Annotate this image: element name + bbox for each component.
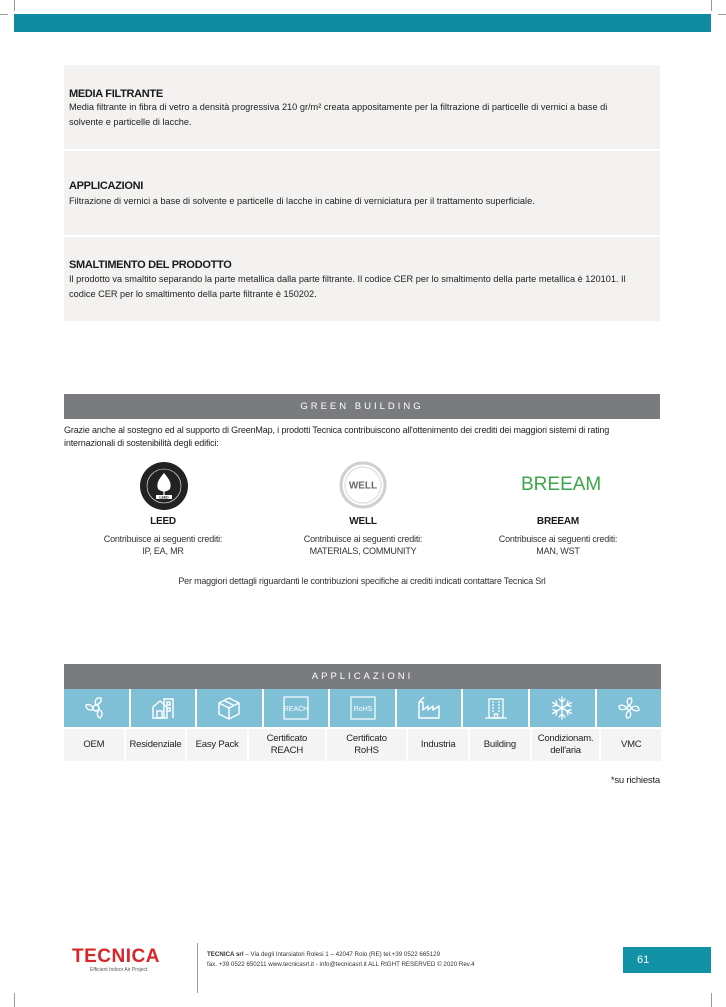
leed-logo-text: LEED [159, 495, 169, 500]
cert-well [278, 516, 448, 557]
section-smaltimento [64, 237, 660, 321]
reach-icon-text: REACH [283, 706, 309, 713]
section-title: MEDIA FILTRANTE [69, 88, 163, 100]
footer-address [207, 950, 475, 970]
cert-credits [78, 533, 248, 557]
app-label: VMC [601, 729, 661, 761]
app-icon-cell [264, 689, 331, 727]
app-label: Easy Pack [187, 729, 249, 761]
section-applicazioni [64, 151, 660, 235]
cert-credits [278, 533, 448, 557]
app-label: Certificato REACH [249, 729, 327, 761]
app-icon-cell [597, 689, 662, 727]
section-body: Filtrazione di vernici a base di solvente e particelle di lacche in cabine di verniciatura per il trattamento superficiale. [69, 196, 535, 206]
ventilation-fan-icon [615, 694, 643, 722]
cert-name: BREEAM [536, 516, 580, 527]
crop-mark [711, 0, 712, 11]
snowflake-icon [548, 694, 576, 722]
app-icon-cell [330, 689, 397, 727]
cert-leed [78, 516, 248, 557]
app-label: Condizionam. dell'aria [532, 729, 602, 761]
app-icon-cell [131, 689, 198, 727]
factory-icon [415, 694, 443, 722]
tecnica-tagline: Efficient Indoor Air Project [90, 967, 148, 973]
cert-credits-values: MAN, WST [536, 546, 580, 556]
page-number: 61 [623, 947, 711, 973]
app-icon-cell [397, 689, 464, 727]
applications-band: APPLICAZIONI [64, 664, 661, 689]
office-building-icon [482, 694, 510, 722]
app-icon-cell [463, 689, 530, 727]
cert-name: WELL [349, 516, 377, 527]
crop-mark [711, 993, 712, 1007]
section-title: APPLICAZIONI [69, 180, 144, 192]
crop-mark [14, 993, 15, 1007]
green-building-intro: Grazie anche al sostegno ed al supporto di GreenMap, i prodotti Tecnica contribuiscono all'ottenimento dei crediti dei maggiori sistemi di rating internazionali di sostenibilità degli edifici: [64, 425, 610, 448]
applications-label-row [64, 729, 661, 761]
section-media-filtrante [64, 65, 660, 149]
cert-credits [473, 533, 643, 557]
well-logo-icon [337, 458, 389, 510]
app-label: Building [470, 729, 532, 761]
reach-certificate-icon [281, 694, 311, 722]
green-building-band: GREEN BUILDING [64, 394, 660, 419]
crop-mark [14, 0, 15, 11]
footer-address-text: – Via degli Intarsiatori Rolesi 1 – 42047 Rolo (RE) tel.+39 0522 665129 [243, 951, 441, 958]
crop-mark [718, 14, 726, 15]
residential-building-icon [149, 694, 177, 722]
section-body: Il prodotto va smaltito separando la parte metallica dalla parte filtrante. Il codice CER per lo smaltimento della parte metallica è 120101. Il codice CER per lo smaltimento della parte filtrante è 150202. [69, 274, 626, 299]
tecnica-logo: TECNICA [72, 946, 160, 967]
app-icon-cell [530, 689, 597, 727]
app-label: Residenziale [126, 729, 188, 761]
footer-divider [197, 943, 198, 993]
header-bar [14, 14, 711, 32]
well-logo-text: WELL [348, 480, 378, 492]
cert-name: LEED [150, 516, 176, 527]
cert-breeam [473, 516, 643, 557]
app-label: Certificato RoHS [327, 729, 409, 761]
footer-company: TECNICA srl [207, 951, 244, 958]
footer-address-line2: fax. +39 0522 650211 www.tecnicasrl.it - info@tecnicasrl.it ALL RIGHT RESERVED © 2020 Rev.4 [207, 961, 475, 968]
app-icon-cell [197, 689, 264, 727]
cert-credits-label: Contribuisce ai seguenti crediti: [303, 534, 423, 544]
fan-icon [82, 694, 110, 722]
cert-credits-values: IP, EA, MR [142, 546, 184, 556]
green-building-note: Per maggiori dettagli riguardanti le contribuzioni specifiche ai crediti indicati contattare Tecnica Srl [178, 576, 546, 586]
app-icon-cell [64, 689, 131, 727]
cert-credits-label: Contribuisce ai seguenti crediti: [498, 534, 618, 544]
rohs-certificate-icon [348, 694, 378, 722]
leed-logo-icon [139, 461, 189, 511]
app-label: Industria [408, 729, 470, 761]
package-box-icon [215, 694, 243, 722]
footer-address-line1 [207, 950, 475, 960]
crop-mark [0, 14, 8, 15]
cert-credits-values: MATERIALS, COMMUNITY [309, 546, 417, 556]
app-label: OEM [64, 729, 126, 761]
breeam-logo-icon [518, 470, 602, 496]
breeam-logo-text: BREEAM [521, 474, 602, 495]
section-body: Media filtrante in fibra di vetro a densità progressiva 210 gr/m² creata appositamente per la filtrazione di particelle di vernici a base di solvente e particelle di lacche. [69, 102, 608, 127]
applications-icon-row [64, 689, 661, 727]
on-request-footnote: *su richiesta [610, 775, 660, 786]
section-title: SMALTIMENTO DEL PRODOTTO [69, 259, 232, 271]
rohs-icon-text: RoHS [353, 706, 372, 713]
cert-credits-label: Contribuisce ai seguenti crediti: [103, 534, 223, 544]
